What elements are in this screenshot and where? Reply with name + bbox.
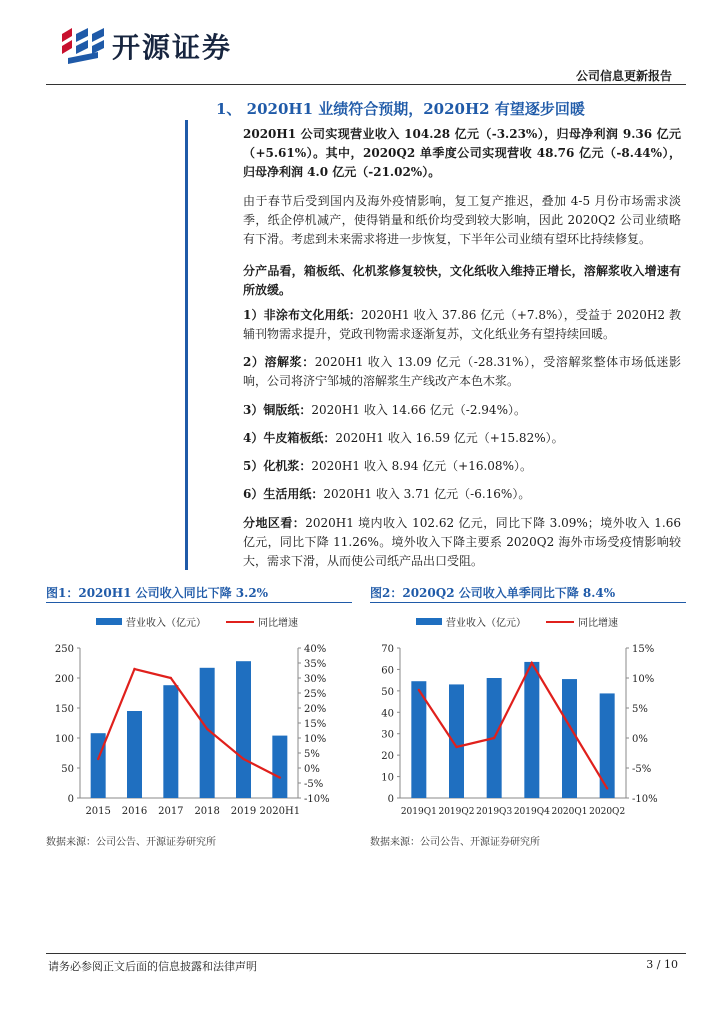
right-tick-label: 15% [632, 644, 655, 655]
figure-1-source: 数据来源：公司公告、开源证券研究所 [46, 837, 216, 848]
product-label: 1）非涂布文化用纸： [243, 308, 362, 322]
category-label: 2019 [230, 806, 257, 817]
product-label: 4）牛皮箱板纸： [243, 431, 336, 445]
product-text: 2020H1 收入 3.71 亿元（-6.16%）。 [323, 487, 531, 501]
section-title: 1、 2020H1 业绩符合预期，2020H2 有望逐步回暖 [216, 100, 585, 118]
right-tick-label: 15% [304, 719, 327, 730]
category-label: 2018 [194, 806, 220, 817]
left-tick-label: 200 [54, 674, 74, 685]
category-label: 2019Q4 [513, 807, 550, 817]
legend-label-bar: 营业收入（亿元） [126, 618, 206, 629]
brand-name: 开源证券 [112, 31, 233, 64]
bar-2020H1 [272, 736, 287, 798]
product-label: 6）生活用纸： [243, 487, 324, 501]
paragraph-product-2 [243, 353, 681, 391]
footer-divider [46, 953, 686, 954]
category-label: 2015 [85, 806, 111, 817]
growth-point-2019Q2 [455, 746, 457, 748]
paragraph-product-3 [243, 401, 681, 420]
growth-point-2019Q3 [493, 737, 495, 739]
growth-point-2019 [242, 758, 244, 760]
region-label: 分地区看： [243, 516, 306, 530]
accent-bar [185, 120, 188, 570]
right-tick-label: 35% [304, 659, 327, 670]
category-label: 2020Q2 [589, 807, 626, 817]
category-label: 2019Q3 [476, 807, 513, 817]
growth-point-2018 [206, 728, 208, 730]
bar-2019Q4 [524, 662, 539, 798]
product-label: 3）铜版纸： [243, 403, 312, 417]
legend-swatch-bar [416, 618, 442, 625]
right-tick-label: 10% [304, 734, 327, 745]
figure-2-source: 数据来源：公司公告、开源证券研究所 [370, 837, 540, 848]
legend-label-bar: 营业收入（亿元） [446, 618, 526, 629]
bar-2019Q2 [449, 684, 464, 798]
right-tick-label: 10% [632, 674, 655, 685]
product-text: 2020H1 收入 14.66 亿元（-2.94%）。 [311, 403, 526, 417]
right-tick-label: 5% [632, 704, 648, 715]
left-tick-label: 10 [381, 772, 394, 784]
right-tick-label: 0% [632, 734, 648, 745]
left-tick-label: 100 [54, 734, 74, 745]
figure-2-title: 图2：2020Q2 公司收入单季同比下降 8.4% [370, 586, 616, 600]
product-label: 5）化机浆： [243, 459, 312, 473]
right-tick-label: -10% [304, 794, 330, 805]
product-text: 2020H1 收入 8.94 亿元（+16.08%）。 [311, 459, 532, 473]
paragraph-summary: 2020H1 公司实现营业收入 104.28 亿元（-3.23%），归母净利润 9.36 亿元（+5.61%）。其中，2020Q2 单季度公司实现营收 48.76 亿元（-8.44%），归母净利润 4.0 亿元（-21.02%）。 [243, 127, 681, 179]
paragraph-product-4 [243, 429, 681, 448]
right-tick-label: -10% [632, 794, 658, 805]
product-label: 2）溶解浆： [243, 355, 315, 369]
growth-point-2019Q4 [531, 662, 533, 664]
left-tick-label: 50 [61, 764, 74, 775]
left-tick-label: 0 [387, 794, 394, 805]
left-tick-label: 60 [381, 665, 394, 677]
brand-logo-icon [58, 26, 108, 66]
product-text: 2020H1 收入 13.09 亿元（-28.31%），受溶解浆整体市场低迷影响，公司将济宁邹城的溶解浆生产线改产本色木浆。 [243, 355, 681, 388]
bar-2019 [236, 661, 251, 798]
growth-point-2016 [133, 668, 135, 670]
category-label: 2020H1 [259, 806, 301, 817]
growth-point-2019Q1 [418, 689, 420, 691]
right-tick-label: 0% [304, 764, 320, 775]
product-text: 2020H1 收入 37.86 亿元（+7.8%），受益于 2020H2 教辅刊物需求提升，党政刊物需求逐渐复苏，文化纸业务有望持续回暖。 [243, 308, 681, 341]
left-tick-label: 150 [54, 704, 74, 715]
left-tick-label: 30 [381, 729, 394, 741]
growth-point-2017 [170, 677, 172, 679]
left-tick-label: 0 [67, 794, 74, 805]
bar-2017 [163, 685, 178, 798]
growth-point-2020H1 [279, 776, 281, 778]
right-tick-label: 20% [304, 704, 327, 715]
bar-2020Q2 [600, 693, 615, 798]
paragraph-product-1 [243, 306, 681, 344]
right-tick-label: -5% [632, 764, 652, 775]
left-tick-label: 70 [381, 644, 394, 655]
chart-quarterly-revenue [364, 606, 690, 826]
right-tick-label: 5% [304, 749, 320, 760]
bar-2016 [127, 711, 142, 798]
chart-annual-revenue [40, 606, 356, 826]
category-label: 2019Q1 [400, 807, 437, 817]
paragraph-reason: 由于春节后受到国内及海外疫情影响，复工复产推迟，叠加 4-5 月份市场需求淡季，纸企停机减产，使得销量和纸价均受到较大影响，因此 2020Q2 公司业绩略有下滑。考虑到未来需求将进一步恢复，下半年公司业绩有望环比持续修复。 [243, 194, 681, 246]
paragraph-by-product: 分产品看，箱板纸、化机浆修复较快，文化纸收入维持正增长，溶解浆收入增速有所放缓。 [243, 264, 681, 297]
category-label: 2016 [121, 806, 148, 817]
growth-point-2020Q1 [568, 725, 570, 727]
growth-rate-line [98, 669, 280, 778]
region-text: 2020H1 境内收入 102.62 亿元，同比下降 3.09%；境外收入 1.66 亿元，同比下降 11.26%。境外收入下降主要系 2020Q2 海外市场受疫情影响较大，需求下滑，从而使公司纸产品出口受阻。 [243, 516, 681, 568]
right-tick-label: 30% [304, 674, 327, 685]
legend-swatch-bar [96, 618, 122, 625]
paragraph-product-6 [243, 485, 681, 504]
bar-2020Q1 [562, 679, 577, 798]
category-label: 2017 [158, 806, 184, 817]
paragraph-by-region [243, 514, 681, 571]
figure-2-rule [370, 602, 686, 603]
page-number: 3 / 10 [646, 958, 678, 971]
report-type: 公司信息更新报告 [575, 69, 672, 83]
header-divider [46, 84, 686, 85]
category-label: 2019Q2 [438, 807, 475, 817]
right-tick-label: 25% [304, 689, 327, 700]
right-tick-label: 40% [304, 644, 327, 655]
left-tick-label: 40 [381, 708, 394, 720]
right-tick-label: -5% [304, 779, 324, 790]
footer-disclaimer: 请务必参阅正文后面的信息披露和法律声明 [48, 960, 257, 973]
left-tick-label: 250 [54, 644, 74, 655]
product-text: 2020H1 收入 16.59 亿元（+15.82%）。 [335, 431, 564, 445]
paragraph-product-5 [243, 457, 681, 476]
category-label: 2020Q1 [551, 807, 588, 817]
legend-label-line: 同比增速 [578, 618, 618, 629]
figure-1-title: 图1：2020H1 公司收入同比下降 3.2% [46, 586, 269, 600]
growth-point-2020Q2 [606, 787, 608, 789]
left-tick-label: 50 [381, 686, 394, 698]
figure-1-rule [46, 602, 352, 603]
growth-point-2015 [97, 758, 99, 760]
left-tick-label: 20 [381, 751, 394, 763]
bar-2015 [91, 733, 106, 798]
legend-label-line: 同比增速 [258, 618, 298, 629]
growth-rate-line [419, 663, 607, 788]
